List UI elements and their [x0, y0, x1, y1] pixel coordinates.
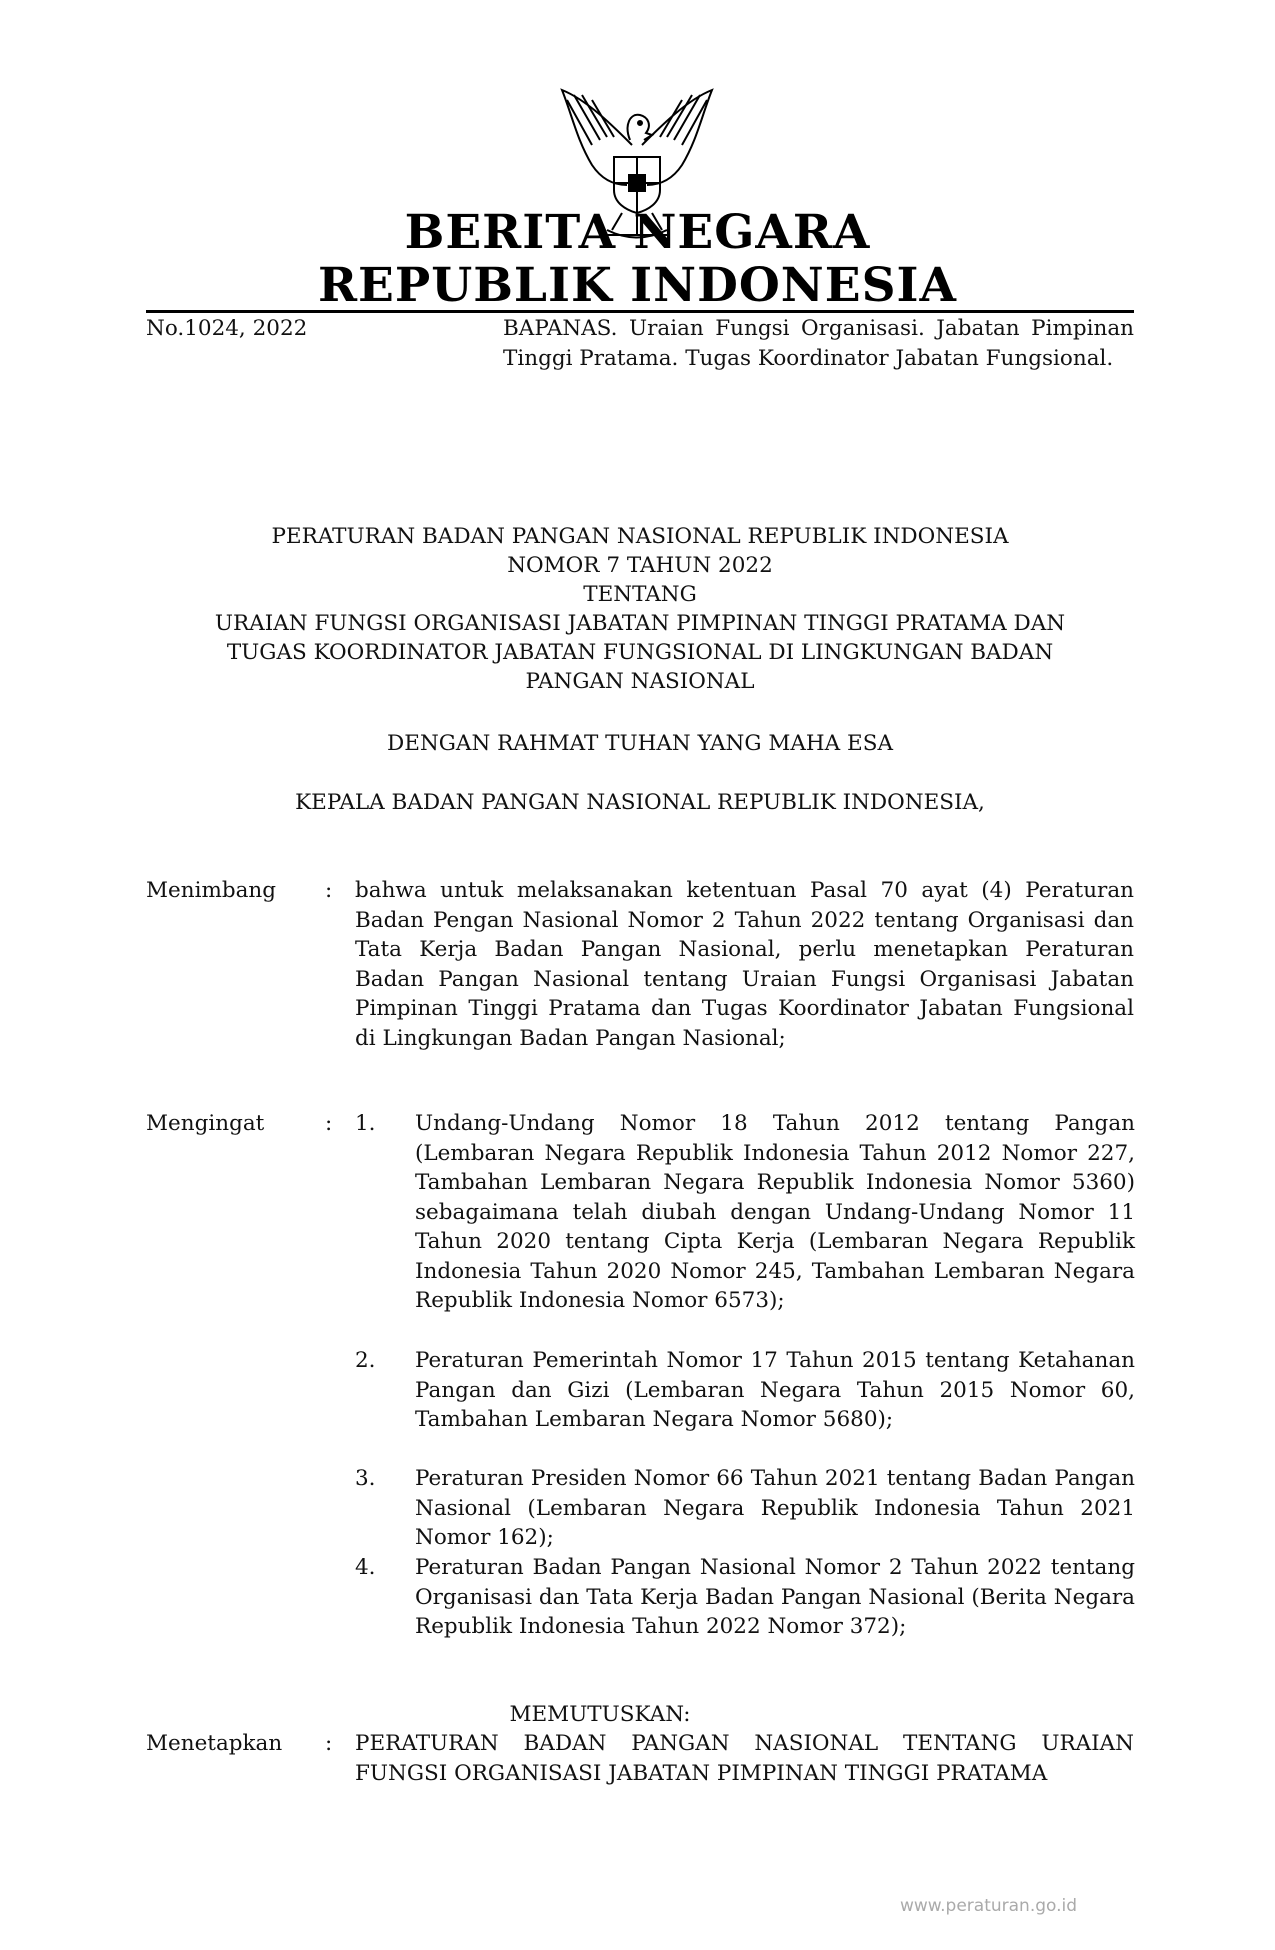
- menetapkan-text: PERATURAN BADAN PANGAN NASIONAL TENTANG URAIAN FUNGSI ORGANISASI JABATAN PIMPINAN TINGGI PRATAMA: [355, 1731, 1134, 1786]
- blessing-text: DENGAN RAHMAT TUHAN YANG MAHA ESA: [387, 731, 893, 756]
- mengingat-item-number: 2.: [355, 1348, 376, 1373]
- mengingat-item: [355, 1464, 1135, 1554]
- watermark-url: www.peraturan.go.id: [900, 1896, 1078, 1916]
- publication-title-line1: BERITA NEGARA: [404, 205, 871, 260]
- regulation-number: NOMOR 7 TAHUN 2022: [507, 553, 773, 578]
- authority-text: KEPALA BADAN PANGAN NASIONAL REPUBLIK INDONESIA,: [295, 790, 985, 815]
- regulation-title-line1: PERATURAN BADAN PANGAN NASIONAL REPUBLIK INDONESIA: [271, 524, 1009, 549]
- publication-summary: BAPANAS. Uraian Fungsi Organisasi. Jabatan Pimpinan Tinggi Pratama. Tugas Koordinator Jabatan Fungsional.: [503, 316, 1134, 371]
- mengingat-item-text: Undang-Undang Nomor 18 Tahun 2012 tentang Pangan (Lembaran Negara Republik Indonesia Tahun 2012 Nomor 227, Tambahan Lembaran Negara Republik Indonesia Nomor 5360) sebagaimana telah diubah dengan Undang-Undang Nomor 11 Tahun 2020 tentang Cipta Kerja (Lembaran Negara Republik Indonesia Tahun 2020 Nomor 245, Tambahan Lembaran Negara Republik Indonesia Nomor 6573);: [415, 1111, 1135, 1313]
- mengingat-item-number: 3.: [355, 1466, 376, 1491]
- memutuskan-heading: MEMUTUSKAN:: [509, 1702, 691, 1727]
- menimbang-text: bahwa untuk melaksanakan ketentuan Pasal 70 ayat (4) Peraturan Badan Pengan Nasional Nomor 2 Tahun 2022 tentang Organisasi dan Tata Kerja Badan Pangan Nasional, perlu menetapkan Peraturan Badan Pangan Nasional tentang Uraian Fungsi Organisasi Jabatan Pimpinan Tinggi Pratama dan Tugas Koordinator Jabatan Fungsional di Lingkungan Badan Pangan Nasional;: [355, 878, 1134, 1051]
- menimbang-colon: :: [325, 878, 333, 903]
- regulation-subject-line2: TUGAS KOORDINATOR JABATAN FUNGSIONAL DI LINGKUNGAN BADAN: [226, 640, 1054, 665]
- mengingat-label: Mengingat: [146, 1111, 265, 1136]
- menetapkan-colon: :: [325, 1731, 333, 1756]
- menetapkan-label: Menetapkan: [146, 1731, 283, 1756]
- mengingat-item: [355, 1109, 1135, 1349]
- publication-title-line2: REPUBLIK INDONESIA: [317, 258, 957, 313]
- mengingat-item-number: 1.: [355, 1111, 376, 1136]
- menimbang-label: Menimbang: [146, 878, 277, 903]
- regulation-about: TENTANG: [583, 582, 697, 607]
- mengingat-item-number: 4.: [355, 1555, 376, 1580]
- mengingat-item-text: Peraturan Presiden Nomor 66 Tahun 2021 tentang Badan Pangan Nasional (Lembaran Negara Republik Indonesia Tahun 2021 Nomor 162);: [415, 1466, 1135, 1550]
- regulation-subject-line1: URAIAN FUNGSI ORGANISASI JABATAN PIMPINAN TINGGI PRATAMA DAN: [214, 611, 1066, 636]
- mengingat-item: [355, 1346, 1135, 1466]
- mengingat-item-text: Peraturan Badan Pangan Nasional Nomor 2 Tahun 2022 tentang Organisasi dan Tata Kerja Badan Pangan Nasional (Berita Negara Republik Indonesia Tahun 2022 Nomor 372);: [415, 1555, 1135, 1639]
- publication-number: No.1024, 2022: [146, 316, 308, 341]
- regulation-subject-line3: PANGAN NASIONAL: [525, 669, 755, 694]
- header-divider: [146, 310, 1134, 313]
- mengingat-item: [355, 1553, 1135, 1673]
- mengingat-item-text: Peraturan Pemerintah Nomor 17 Tahun 2015 tentang Ketahanan Pangan dan Gizi (Lembaran Negara Tahun 2015 Nomor 60, Tambahan Lembaran Negara Nomor 5680);: [415, 1348, 1135, 1432]
- mengingat-colon: :: [325, 1111, 333, 1136]
